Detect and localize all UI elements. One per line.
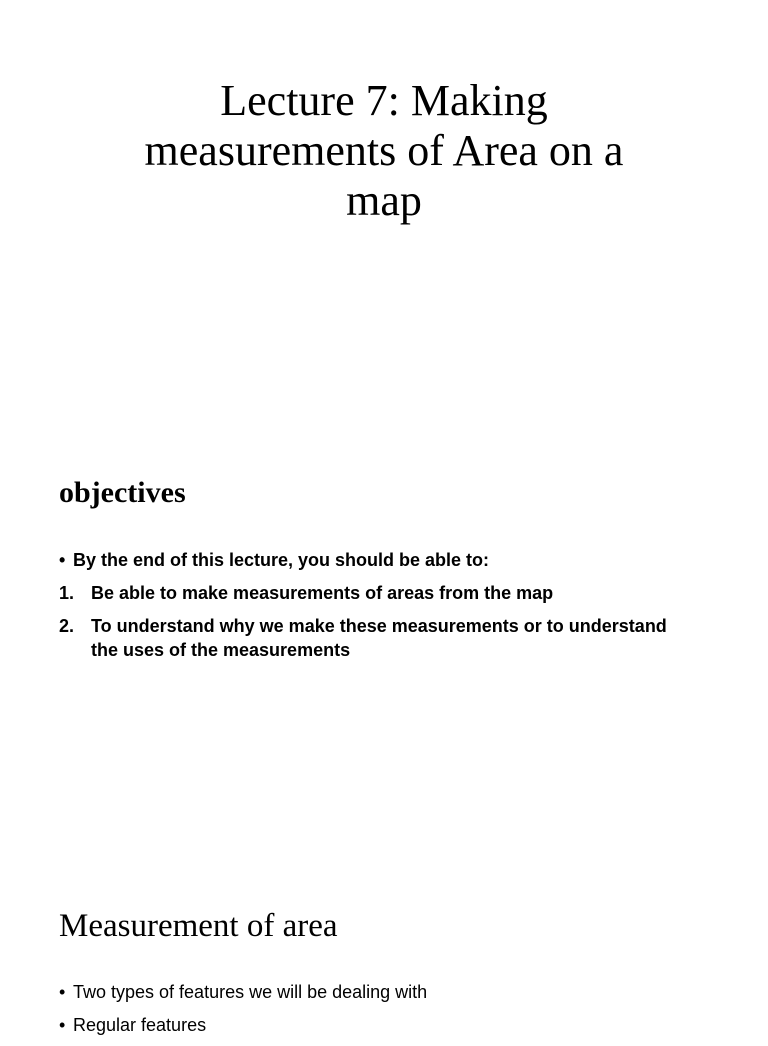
list-item-text: By the end of this lecture, you should be able to: (73, 550, 490, 570)
title-line: measurements of Area on a (144, 126, 624, 175)
list-item-text: Two types of features we will be dealing with (73, 982, 428, 1002)
objectives-list (59, 548, 679, 671)
bullet-marker: • (59, 982, 66, 1002)
list-item (59, 581, 679, 605)
measurement-heading: Measurement of area (59, 908, 338, 944)
list-item-text: Be able to make measurements of areas from the map (91, 583, 554, 603)
list-item (59, 1013, 679, 1037)
list-item (59, 980, 679, 1004)
number-marker: 2. (59, 616, 75, 636)
number-marker: 1. (59, 583, 75, 603)
bullet-marker: • (59, 550, 66, 570)
list-item (59, 548, 679, 572)
measurement-list (59, 980, 679, 1046)
list-item-text: Regular features (73, 1015, 207, 1035)
objectives-heading: objectives (59, 476, 186, 509)
slide-measurement-of-area (0, 864, 768, 1035)
list-item (59, 614, 679, 662)
list-item-text: To understand why we make these measurements or to understand the uses of the measurements (91, 616, 667, 660)
title-line: Lecture 7: Making (220, 76, 548, 125)
slide-title (0, 0, 768, 432)
bullet-marker: • (59, 1015, 66, 1035)
lecture-title (0, 76, 768, 226)
title-line: map (346, 176, 422, 225)
slide-objectives (0, 432, 768, 864)
